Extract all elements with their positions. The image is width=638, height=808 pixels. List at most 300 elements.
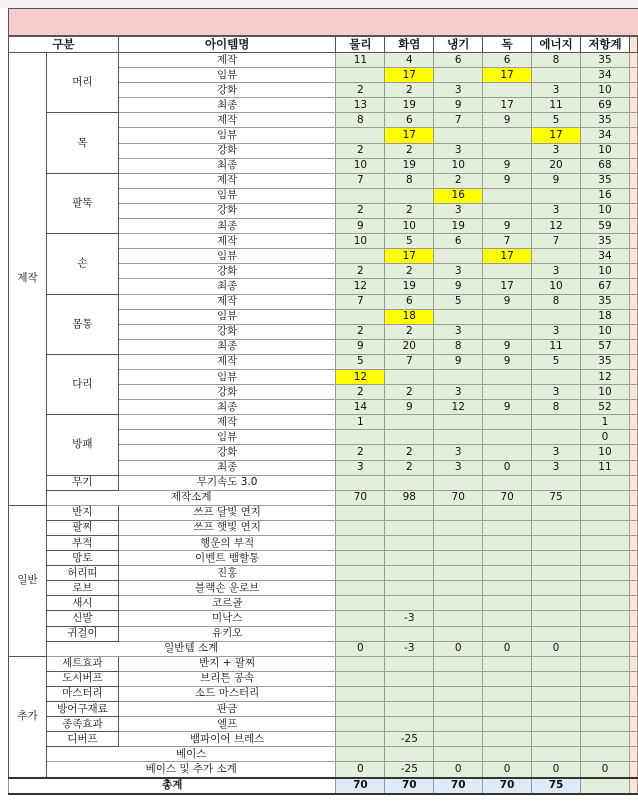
stat-cell[interactable] (483, 747, 532, 762)
stat-cell[interactable] (434, 671, 483, 686)
stat-cell[interactable] (385, 188, 434, 203)
stat-cell[interactable] (434, 717, 483, 732)
stat-cell[interactable]: 6 (434, 53, 483, 68)
stat-cell[interactable]: 35 (581, 113, 630, 128)
item-label[interactable]: 강화 (118, 203, 336, 218)
stat-cell[interactable] (532, 309, 581, 324)
stat-cell[interactable] (434, 596, 483, 611)
part-label[interactable]: 다리 (46, 354, 118, 414)
item-label[interactable]: 제작 (118, 415, 336, 430)
item-label[interactable]: 엘프 (118, 717, 336, 732)
stat-cell[interactable]: 2 (385, 445, 434, 460)
stat-cell[interactable] (336, 536, 385, 551)
stat-cell[interactable] (434, 611, 483, 626)
header-stat[interactable]: 물리 (336, 37, 385, 53)
stat-cell[interactable]: 0 (483, 762, 532, 778)
item-label[interactable]: 최종 (118, 339, 336, 354)
stat-cell[interactable] (336, 732, 385, 747)
stat-cell[interactable]: 19 (385, 98, 434, 113)
stat-cell[interactable] (532, 536, 581, 551)
stat-cell[interactable]: 0 (532, 641, 581, 656)
stat-cell[interactable] (483, 551, 532, 566)
stat-cell[interactable] (483, 611, 532, 626)
stat-cell[interactable]: 9 (336, 219, 385, 234)
header-item-name[interactable]: 아이템명 (118, 37, 336, 53)
stat-cell[interactable]: 3 (532, 385, 581, 400)
stat-cell[interactable]: 7 (434, 113, 483, 128)
item-label[interactable]: 최종 (118, 219, 336, 234)
stat-cell[interactable] (483, 656, 532, 671)
item-label[interactable]: 뱀파이어 브레스 (118, 732, 336, 747)
stat-cell[interactable]: 18 (581, 309, 630, 324)
stat-cell[interactable] (532, 430, 581, 445)
stat-cell[interactable]: 70 (483, 490, 532, 505)
stat-cell[interactable]: 11 (532, 339, 581, 354)
stat-cell[interactable] (483, 83, 532, 98)
stat-cell[interactable]: 9 (483, 354, 532, 369)
stat-cell[interactable]: 17 (532, 128, 581, 143)
stat-cell[interactable]: 10 (581, 203, 630, 218)
stat-cell[interactable]: 7 (483, 234, 532, 249)
part-label[interactable]: 반지 (46, 505, 118, 520)
stat-cell[interactable]: 75 (532, 490, 581, 505)
stat-cell[interactable] (434, 249, 483, 264)
stat-cell[interactable] (434, 68, 483, 83)
stat-cell[interactable]: 35 (581, 294, 630, 309)
stat-cell[interactable] (385, 415, 434, 430)
stat-cell[interactable] (385, 702, 434, 717)
stat-cell[interactable]: 2 (385, 264, 434, 279)
item-label[interactable]: 소드 마스터리 (118, 686, 336, 701)
stat-cell[interactable]: 5 (532, 113, 581, 128)
item-label[interactable]: 강화 (118, 83, 336, 98)
stat-cell[interactable] (581, 641, 630, 656)
section-label[interactable]: 일반 (9, 505, 47, 656)
item-label[interactable]: 강화 (118, 324, 336, 339)
stat-cell[interactable] (532, 68, 581, 83)
stat-cell[interactable] (532, 581, 581, 596)
stat-cell[interactable] (483, 369, 532, 384)
part-label[interactable]: 머리 (46, 53, 118, 113)
stat-cell[interactable] (581, 520, 630, 535)
item-label[interactable]: 행운의 부적 (118, 536, 336, 551)
part-label[interactable]: 망토 (46, 551, 118, 566)
stat-cell[interactable]: 3 (532, 203, 581, 218)
stat-cell[interactable] (483, 702, 532, 717)
stat-cell[interactable] (483, 203, 532, 218)
stat-cell[interactable] (434, 536, 483, 551)
stat-cell[interactable]: 9 (336, 339, 385, 354)
stat-cell[interactable] (336, 505, 385, 520)
stat-cell[interactable]: 9 (483, 339, 532, 354)
stat-cell[interactable] (532, 611, 581, 626)
item-label[interactable]: 임뷰 (118, 249, 336, 264)
stat-cell[interactable] (336, 611, 385, 626)
stat-cell[interactable] (336, 581, 385, 596)
stat-cell[interactable]: 2 (385, 460, 434, 475)
stat-cell[interactable] (336, 626, 385, 641)
stat-cell[interactable] (385, 430, 434, 445)
stat-cell[interactable]: 2 (336, 385, 385, 400)
item-label[interactable]: 임뷰 (118, 68, 336, 83)
stat-cell[interactable]: 2 (336, 83, 385, 98)
stat-cell[interactable] (581, 656, 630, 671)
stat-cell[interactable] (532, 249, 581, 264)
header-stat[interactable]: 에너지 (532, 37, 581, 53)
stat-cell[interactable]: 68 (581, 158, 630, 173)
stat-cell[interactable]: 0 (532, 762, 581, 778)
subtotal-label[interactable]: 제작소계 (46, 490, 336, 505)
stat-cell[interactable]: 3 (434, 83, 483, 98)
stat-cell[interactable] (434, 747, 483, 762)
stat-cell[interactable]: 1 (336, 415, 385, 430)
stat-cell[interactable] (532, 732, 581, 747)
stat-cell[interactable]: 0 (483, 460, 532, 475)
item-label[interactable]: 강화 (118, 264, 336, 279)
stat-cell[interactable]: 10 (581, 83, 630, 98)
item-label[interactable]: 강화 (118, 445, 336, 460)
stat-cell[interactable]: 17 (385, 249, 434, 264)
stat-cell[interactable] (532, 475, 581, 490)
stat-cell[interactable] (385, 475, 434, 490)
stat-cell[interactable]: 3 (434, 324, 483, 339)
stat-cell[interactable] (483, 581, 532, 596)
item-label[interactable]: 최종 (118, 98, 336, 113)
part-label[interactable]: 팔뚝 (46, 173, 118, 233)
part-label[interactable]: 목 (46, 113, 118, 173)
stat-cell[interactable]: 70 (336, 490, 385, 505)
stat-cell[interactable] (483, 445, 532, 460)
stat-cell[interactable] (336, 430, 385, 445)
stat-cell[interactable] (336, 596, 385, 611)
stat-cell[interactable]: 0 (483, 641, 532, 656)
stat-cell[interactable]: 2 (385, 203, 434, 218)
part-label[interactable]: 손 (46, 234, 118, 294)
item-label[interactable]: 최종 (118, 279, 336, 294)
stat-cell[interactable]: 34 (581, 128, 630, 143)
stat-cell[interactable] (581, 747, 630, 762)
stat-cell[interactable] (336, 702, 385, 717)
stat-cell[interactable]: 3 (434, 203, 483, 218)
stat-cell[interactable]: 3 (434, 264, 483, 279)
stat-cell[interactable]: 17 (385, 128, 434, 143)
stat-cell[interactable]: 2 (336, 324, 385, 339)
stat-cell[interactable] (434, 686, 483, 701)
stat-cell[interactable] (483, 143, 532, 158)
stat-cell[interactable]: 52 (581, 400, 630, 415)
stat-cell[interactable]: 4 (385, 53, 434, 68)
stat-cell[interactable]: 67 (581, 279, 630, 294)
stat-cell[interactable]: 35 (581, 234, 630, 249)
stat-cell[interactable]: 10 (336, 234, 385, 249)
stat-cell[interactable] (581, 596, 630, 611)
stat-cell[interactable]: 70 (434, 778, 483, 794)
item-label[interactable]: 제작 (118, 294, 336, 309)
subtotal-label[interactable]: 일반템 소계 (46, 641, 336, 656)
stat-cell[interactable]: 20 (385, 339, 434, 354)
stat-cell[interactable] (532, 596, 581, 611)
stat-cell[interactable] (532, 188, 581, 203)
stat-cell[interactable] (385, 566, 434, 581)
stat-cell[interactable] (483, 128, 532, 143)
stat-cell[interactable]: 0 (581, 430, 630, 445)
stat-cell[interactable]: 10 (581, 264, 630, 279)
stat-cell[interactable]: 12 (336, 279, 385, 294)
stat-cell[interactable] (581, 717, 630, 732)
stat-cell[interactable]: 34 (581, 249, 630, 264)
stat-cell[interactable] (483, 324, 532, 339)
stat-cell[interactable] (532, 656, 581, 671)
part-label[interactable]: 부적 (46, 536, 118, 551)
stat-cell[interactable]: 9 (385, 400, 434, 415)
stat-cell[interactable]: 3 (434, 385, 483, 400)
stat-cell[interactable]: 16 (581, 188, 630, 203)
stat-cell[interactable] (434, 475, 483, 490)
stat-cell[interactable] (483, 475, 532, 490)
section-label[interactable]: 추가 (9, 656, 47, 777)
stat-cell[interactable] (532, 626, 581, 641)
stat-cell[interactable] (434, 626, 483, 641)
stat-cell[interactable]: 12 (434, 400, 483, 415)
stat-cell[interactable] (336, 566, 385, 581)
stat-cell[interactable]: 35 (581, 53, 630, 68)
stat-cell[interactable] (434, 309, 483, 324)
stat-cell[interactable]: 9 (434, 279, 483, 294)
stat-cell[interactable]: 9 (483, 173, 532, 188)
stat-cell[interactable]: 6 (385, 294, 434, 309)
stat-cell[interactable] (532, 686, 581, 701)
stat-cell[interactable]: 9 (483, 158, 532, 173)
part-label[interactable]: 종족효과 (46, 717, 118, 732)
stat-cell[interactable]: 0 (336, 762, 385, 778)
stat-cell[interactable]: 70 (434, 490, 483, 505)
stat-cell[interactable]: 0 (336, 641, 385, 656)
stat-cell[interactable] (336, 747, 385, 762)
stat-cell[interactable] (336, 309, 385, 324)
stat-cell[interactable] (532, 505, 581, 520)
stat-cell[interactable] (581, 581, 630, 596)
stat-cell[interactable]: 9 (483, 219, 532, 234)
stat-cell[interactable]: 8 (434, 339, 483, 354)
item-label[interactable]: 반지 + 팔찌 (118, 656, 336, 671)
stat-cell[interactable]: 10 (434, 158, 483, 173)
stat-cell[interactable] (483, 566, 532, 581)
stat-cell[interactable]: -3 (385, 611, 434, 626)
stat-cell[interactable]: 6 (385, 113, 434, 128)
header-stat[interactable]: 저항계 (581, 37, 630, 53)
stat-cell[interactable]: 10 (385, 219, 434, 234)
stat-cell[interactable]: 7 (336, 173, 385, 188)
part-label[interactable]: 무기 (46, 475, 118, 490)
item-label[interactable]: 유키오 (118, 626, 336, 641)
stat-cell[interactable] (581, 778, 630, 794)
stat-cell[interactable] (581, 626, 630, 641)
section-label[interactable]: 제작 (9, 53, 47, 506)
item-label[interactable]: 최종 (118, 460, 336, 475)
stat-cell[interactable] (336, 188, 385, 203)
stat-cell[interactable]: 8 (336, 113, 385, 128)
stat-cell[interactable]: 7 (532, 234, 581, 249)
header-stat[interactable]: 독 (483, 37, 532, 53)
stat-cell[interactable]: 16 (434, 188, 483, 203)
part-label[interactable]: 몸통 (46, 294, 118, 354)
stat-cell[interactable] (385, 656, 434, 671)
item-label[interactable]: 최종 (118, 400, 336, 415)
stat-cell[interactable] (336, 656, 385, 671)
stat-cell[interactable]: 10 (336, 158, 385, 173)
stat-cell[interactable]: 75 (532, 778, 581, 794)
stat-cell[interactable] (434, 566, 483, 581)
stat-cell[interactable] (483, 415, 532, 430)
header-stat[interactable]: 화염 (385, 37, 434, 53)
stat-cell[interactable]: 17 (483, 68, 532, 83)
stat-cell[interactable] (581, 702, 630, 717)
stat-cell[interactable] (483, 505, 532, 520)
stat-cell[interactable]: 10 (581, 385, 630, 400)
part-label[interactable]: 방어구재료 (46, 702, 118, 717)
item-label[interactable]: 최종 (118, 158, 336, 173)
stat-cell[interactable]: 3 (336, 460, 385, 475)
stat-cell[interactable]: 6 (483, 53, 532, 68)
part-label[interactable]: 로브 (46, 581, 118, 596)
stat-cell[interactable] (581, 732, 630, 747)
stat-cell[interactable]: 2 (336, 143, 385, 158)
stat-cell[interactable]: 5 (385, 234, 434, 249)
stat-cell[interactable]: 10 (581, 324, 630, 339)
stat-cell[interactable]: 3 (532, 264, 581, 279)
stat-cell[interactable] (385, 671, 434, 686)
stat-cell[interactable]: 3 (532, 460, 581, 475)
stat-cell[interactable] (434, 520, 483, 535)
stat-cell[interactable]: 34 (581, 68, 630, 83)
stat-cell[interactable]: 8 (532, 294, 581, 309)
stat-cell[interactable] (336, 671, 385, 686)
stat-cell[interactable]: 69 (581, 98, 630, 113)
stat-cell[interactable]: 12 (581, 369, 630, 384)
stat-cell[interactable] (581, 611, 630, 626)
stat-cell[interactable] (336, 717, 385, 732)
stat-cell[interactable]: 3 (532, 324, 581, 339)
stat-cell[interactable] (581, 686, 630, 701)
stat-cell[interactable]: 9 (434, 354, 483, 369)
stat-cell[interactable] (483, 309, 532, 324)
item-label[interactable]: 임뷰 (118, 188, 336, 203)
stat-cell[interactable] (483, 264, 532, 279)
stat-cell[interactable] (581, 490, 630, 505)
stat-cell[interactable] (336, 475, 385, 490)
stat-cell[interactable]: 2 (385, 324, 434, 339)
stat-cell[interactable]: 17 (483, 249, 532, 264)
item-label[interactable]: 강화 (118, 385, 336, 400)
stat-cell[interactable]: 2 (434, 173, 483, 188)
stat-cell[interactable] (434, 551, 483, 566)
stat-cell[interactable] (385, 536, 434, 551)
stat-cell[interactable]: 11 (336, 53, 385, 68)
stat-cell[interactable]: 13 (336, 98, 385, 113)
stat-cell[interactable] (581, 536, 630, 551)
stat-cell[interactable] (434, 702, 483, 717)
stat-cell[interactable]: 2 (385, 385, 434, 400)
stat-cell[interactable] (532, 671, 581, 686)
stat-cell[interactable] (483, 732, 532, 747)
stat-cell[interactable]: 9 (483, 400, 532, 415)
stat-cell[interactable] (434, 128, 483, 143)
stat-cell[interactable] (434, 732, 483, 747)
part-label[interactable]: 세트효과 (46, 656, 118, 671)
part-label[interactable]: 새시 (46, 596, 118, 611)
stat-cell[interactable] (532, 747, 581, 762)
stat-cell[interactable] (532, 520, 581, 535)
stat-cell[interactable]: 6 (434, 234, 483, 249)
header-category[interactable]: 구분 (9, 37, 119, 53)
stat-cell[interactable] (336, 551, 385, 566)
stat-cell[interactable]: 3 (434, 445, 483, 460)
stat-cell[interactable]: 70 (385, 778, 434, 794)
grand-total-label[interactable]: 총계 (9, 778, 336, 794)
stat-cell[interactable]: 70 (336, 778, 385, 794)
stat-cell[interactable] (483, 520, 532, 535)
stat-cell[interactable] (434, 581, 483, 596)
stat-cell[interactable]: 18 (385, 309, 434, 324)
stat-cell[interactable] (385, 686, 434, 701)
part-label[interactable]: 디버프 (46, 732, 118, 747)
stat-cell[interactable]: 3 (532, 143, 581, 158)
stat-cell[interactable]: 17 (483, 98, 532, 113)
stat-cell[interactable] (385, 551, 434, 566)
part-label[interactable]: 신발 (46, 611, 118, 626)
stat-cell[interactable] (483, 536, 532, 551)
stat-cell[interactable] (581, 671, 630, 686)
base-label[interactable]: 베이스 (46, 747, 336, 762)
stat-cell[interactable] (385, 369, 434, 384)
header-stat[interactable]: 냉기 (434, 37, 483, 53)
stat-cell[interactable] (483, 717, 532, 732)
stat-cell[interactable] (336, 520, 385, 535)
stat-cell[interactable]: 5 (532, 354, 581, 369)
stat-cell[interactable] (336, 686, 385, 701)
part-label[interactable]: 귀걸이 (46, 626, 118, 641)
stat-cell[interactable]: 7 (385, 354, 434, 369)
stat-cell[interactable] (483, 385, 532, 400)
stat-cell[interactable]: 17 (483, 279, 532, 294)
stat-cell[interactable] (532, 551, 581, 566)
item-label[interactable]: 임뷰 (118, 369, 336, 384)
title-banner[interactable] (8, 8, 638, 36)
part-label[interactable]: 방패 (46, 415, 118, 475)
stat-cell[interactable]: 9 (532, 173, 581, 188)
stat-cell[interactable] (385, 581, 434, 596)
stat-cell[interactable]: 12 (336, 369, 385, 384)
item-label[interactable]: 제작 (118, 113, 336, 128)
item-label[interactable]: 제작 (118, 234, 336, 249)
stat-cell[interactable] (483, 596, 532, 611)
item-label[interactable]: 강화 (118, 143, 336, 158)
stat-cell[interactable]: 3 (532, 83, 581, 98)
stat-cell[interactable]: 5 (336, 354, 385, 369)
stat-cell[interactable]: 17 (385, 68, 434, 83)
stat-cell[interactable] (483, 686, 532, 701)
item-label[interactable]: 임뷰 (118, 430, 336, 445)
stat-cell[interactable]: -3 (385, 641, 434, 656)
stat-cell[interactable]: 57 (581, 339, 630, 354)
item-label[interactable]: 코르골 (118, 596, 336, 611)
stat-cell[interactable]: 19 (434, 219, 483, 234)
stat-cell[interactable]: 0 (434, 641, 483, 656)
stat-cell[interactable] (336, 128, 385, 143)
stat-cell[interactable]: 12 (532, 219, 581, 234)
stat-cell[interactable]: 10 (532, 279, 581, 294)
item-label[interactable]: 블랙손 운로브 (118, 581, 336, 596)
